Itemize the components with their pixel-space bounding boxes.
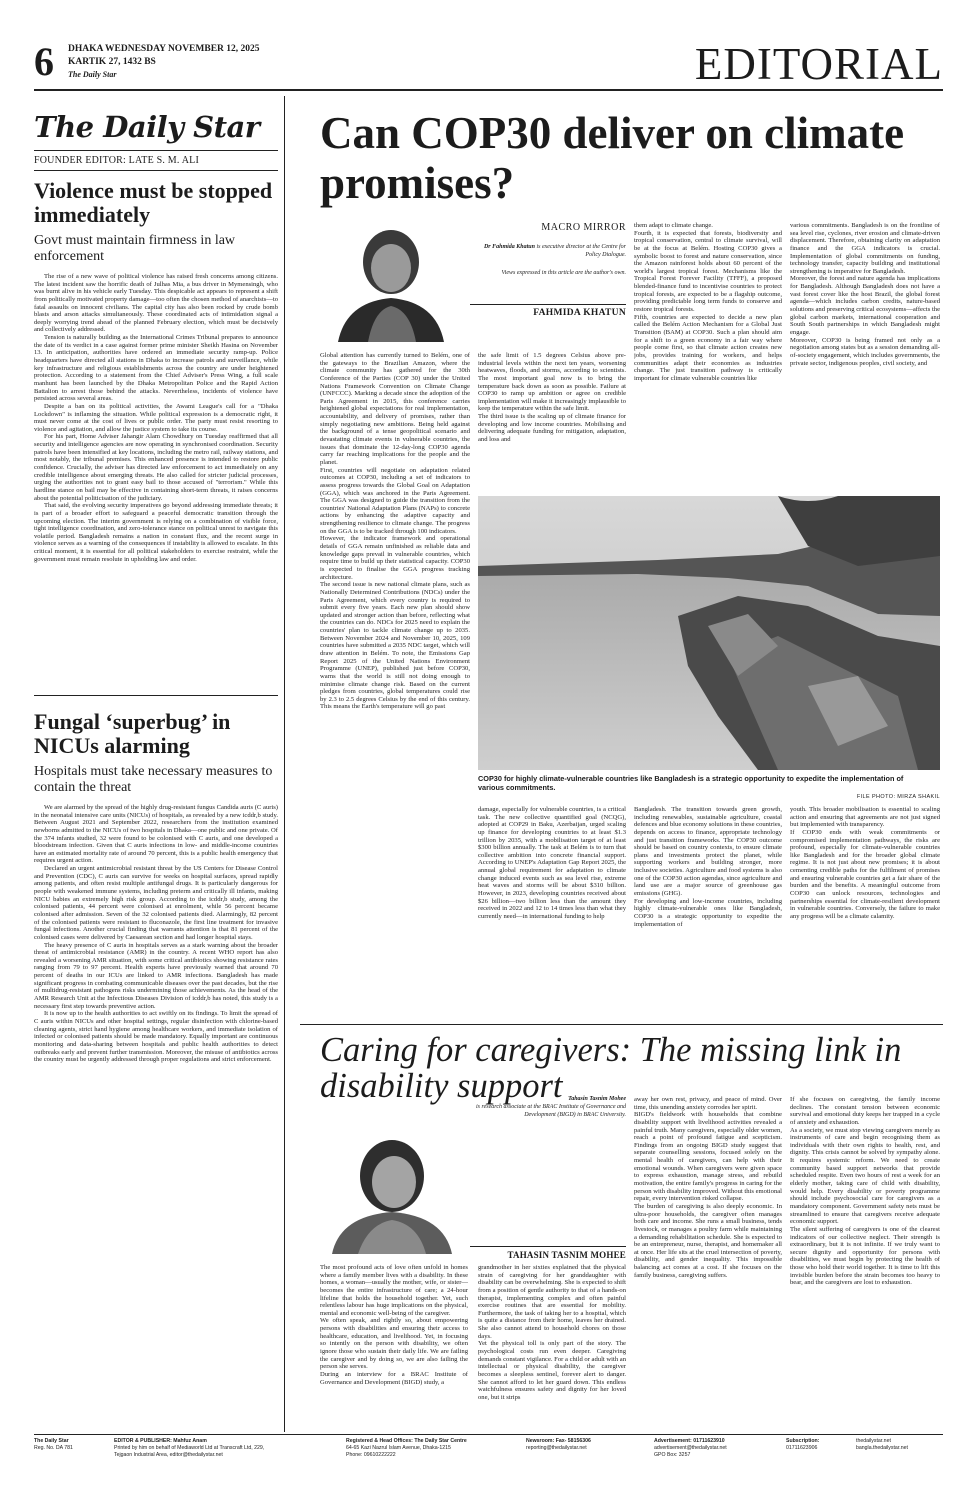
byline-rule-1 bbox=[470, 304, 626, 305]
footer-cell bbox=[114, 1438, 334, 1458]
section-title: EDITORIAL bbox=[694, 39, 943, 89]
article-divider bbox=[300, 1024, 943, 1025]
article-1-col-1: Global attention has currently turned to Belém, one of the gateways to the Brazilian Amazon, where the climate community has gathered for the 30th Conference of the Parties (COP 30) under the United Nations Framework Convention on Climate Change (UNFCCC). Marking a decade since the adoption of the Paris Agreement in 2015, this conference carries heightened global expectations for real implementation, accountability, and delivery of promises, rather than simply negotiating new ambitions. Being held against the background of a tense geopolitical scenario and devastating climate events in vulnerable countries, the issues that dominate the 12-day-long COP30 agenda carry far reaching implications for the people and the planet. First, countries will negotiate on adaptation related outcomes at COP30, including a set of indicators to assess progress towards the Global Goal on Adaptation (GGA), which was anchored in the Paris Agreement. The GGA was designed to guide the transition from the countries' National Adaptation Plans (NAPs) to concrete actions by enhancing the adaptive capacity and strengthening resilience to climate change. The progress on the GGA is to be tracked through 100 indicators. However, the indicator framework and operational details of GGA remain unfinished as reliable data and knowledge gaps prevail in vulnerable countries, which require time to build up their statistical capacity. COP30 is expected to finalise the GGA progress tracking architecture. The second issue is new national climate plans, such as Nationally Determined Contributions (NDCs) under the Paris Agreement, which every country is required to submit every five years. Each new plan should show updated and stronger action than before, reflecting what the countries can do. NDCs for 2025 need to explain the countries' plan to tackle climate change up to 2035. Between November 2024 and November 10, 2025, 109 countries have submitted a 2035 NDC target, which will draw attention in Belém. To note, the Emissions Gap Report 2025 of the United Nations Environment Programme (UNEP), published just before COP30, warns that the world is still not doing enough to minimise climate change risk. Based on the current pledges from countries, global temperatures could rise by 2.3 to 2.5 degrees Celsius by the end of this century. This means the Earth's temperature will go past bbox=[320, 352, 470, 711]
article-2-col-3: away her own rest, privacy, and peace of mind. Over time, this unending anxiety corrodes her spirit. BIGD's fieldwork with households that combine disability support with livelihood activities revealed a painful truth. Many caregivers, especially older women, reach a point of profound fatigue and scepticism. Findings from an ongoing BIGD study suggest that separate counselling sessions, focused solely on the mental health of caregivers, can help with their emotional wounds. When caregivers were given space to express exhaustion, manage stress, and rebuild motivation, the entire family's progress in caring for the person with disability improved. Without this emotional repair, every intervention risked collapse. The burden of caregiving is also deeply economic. In ultra-poor households, the caregiver often manages both care and income. She runs a small business, tends livestock, or manages a poultry farm while maintaining a demanding rehabilitation schedule. She is expected to be an entrepreneur, nurse, therapist, and homemaker all at once. Her life sits at the cruel intersection of poverty, disability, and gender inequality. This impossible balancing act comes at a cost. If she focuses on the family business, caregiving suffers. bbox=[634, 1096, 782, 1279]
footer-website-bangla[interactable]: bangla.thedailystar.net bbox=[856, 1444, 908, 1451]
bengali-date: KARTIK 27, 1432 BS bbox=[68, 57, 156, 67]
article-1-col-3-top: them adapt to climate change. Fourth, it is expected that forests, biodiversity and tropical conservation, central to climate survival, will be at the focus at Belém. Hosting COP30 gives a symbolic boost to forest and nature conservation, since the Amazon rainforest holds about 60 percent of the world's largest tropical forest. Mechanisms like the Tropical Forest Forever Facility (TFFF), a proposed blended-finance fund to incentivise countries to protect tropical forests, are expected to be a flagship outcome, providing predictable long term funds to conserve and restore tropical forests. Fifth, countries are expected to decide a new plan called the Belém Action Mechanism for a Global Just Transition (BAM) at COP30. Such a plan should aim for a shift to a green economy in a fair way where people come first, so that climate action creates new jobs, provides training for workers, and helps communities adapt their economies as industries change. The just transition pathway is critically important for climate vulnerable countries like bbox=[634, 222, 782, 382]
founder-rule bbox=[34, 170, 278, 171]
byline-rule-2 bbox=[470, 1246, 626, 1247]
footer-advertisement: Advertisement: 01711623910 bbox=[654, 1438, 725, 1444]
editorial-1-subtitle: Govt must maintain firmness in law enforcement bbox=[34, 233, 236, 264]
author-name: Tahasin Tasnim Mohee bbox=[568, 1096, 626, 1102]
author-name: Dr Fahmida Khatun bbox=[483, 244, 535, 250]
left-column bbox=[34, 96, 278, 1304]
column-name: MACRO MIRROR bbox=[541, 222, 626, 233]
footer-rule bbox=[34, 1434, 943, 1435]
footer-website[interactable]: thedailystar.net bbox=[856, 1438, 891, 1444]
founder-line: FOUNDER EDITOR: LATE S. M. ALI bbox=[34, 155, 199, 166]
author-photo-2 bbox=[318, 1124, 463, 1254]
article-1-col-2-bottom: damage, especially for vulnerable countries, is a critical task. The new collective quantified goal (NCQG), adopted at COP29 in Baku, Azerbaijan, urged scaling up finance for developing countries to at least $1.3 trillion by 2035, with a mobilisation target of at least $300 billion annually. The task at Belém is to turn that collective ambition into concrete financial support. According to UNEP's Adaptation Gap Report 2025, the annual global requirement for adaptation to climate change induced events such as sea level rise, extreme heat waves and storms will be about $310 billion. However, in 2023, developing countries received about $26 billion—two billion less than the amount they received in 2022 and 12 to 14 times less than what they currently need—in international funding to help bbox=[478, 806, 626, 920]
editorial-2-body bbox=[34, 804, 278, 1304]
footer-cell bbox=[34, 1438, 104, 1452]
article-2-col-1: The most profound acts of love often unfold in homes where a family member lives with a disability. In these homes, a woman—usually the mother, wife, or sister—becomes the entire infrastructure of care; a 24-hour lifeline that holds the household together. Yet, such relentless labour has huge implications on the physical, mental and economic well-being of the caregiver. We often speak, and rightly so, about empowering persons with disabilities and ensuring their access to healthcare, education, and livelihood. Yet, in focusing so intently on the person with disability, we often ignore those who sustain their daily life. We are failing the caregiver and by doing so, we are also failing the person she serves. During an interview for a BRAC Institute of Governance and Development (BIGD) study, a bbox=[320, 1264, 468, 1386]
page-number: 6 bbox=[34, 39, 54, 84]
paper-name-small: The Daily Star bbox=[68, 70, 117, 79]
footer-address: Tejgaon Industrial Area, editor@thedailystar.net bbox=[114, 1451, 223, 1458]
article-1-photo bbox=[478, 496, 940, 770]
masthead-rule bbox=[34, 150, 278, 151]
article-2-title: Caring for caregivers: The missing link in disability support bbox=[320, 1031, 902, 1105]
byline-2: TAHASIN TASNIM MOHEE bbox=[507, 1250, 626, 1260]
author-bio-2 bbox=[468, 1096, 626, 1119]
footer-newsroom-email[interactable]: reporting@thedailystar.net bbox=[526, 1444, 587, 1451]
footer-phone: Phone: 09610222222 bbox=[346, 1451, 396, 1458]
paragraph: For his part, Home Adviser Jahangir Alam Chowdhury on Tuesday reaffirmed that all security and intelligence agencies are now operating in synchronised coordination. Security patrols have been intensified at key locations, including the metro rail, railway stations, and most notably, the tribunal premises. This enhanced presence is intended to restore public confidence. Crucially, the adviser has directed law enforcement to act immediately on any credible intelligence about emerging threats. He also called for stricter judicial processes, urging the authorities not to grant easy bail to those accused of "terrorism." While this hardline stance on bail may be effective in containing short-term threats, it raises concerns about the potential politicisation of the judiciary. bbox=[34, 433, 278, 502]
footer-office-address: 64-65 Kazi Nazrul Islam Avenue, Dhaka-1215 bbox=[346, 1444, 451, 1451]
article-2-col-2: grandmother in her sixties explained that the physical strain of caregiving for her granddaughter with disability can be overwhelming. She is expected to shift from a position of gentle authority to that of a hands-on therapist, implementing complex and often painful exercise routines that are essential for mobility. Furthermore, the task of taking her to a hospital, which is quite a distance from their home, leaves her drained. She also cannot attend to household chores on those days. Yet the physical toll is only part of the story. The psychological costs run even deeper. Caregiving demands constant vigilance. For a child or adult with an intellectual or physical disability, the caregiver becomes a sleepless sentinel, forever alert to danger. She cannot afford to let her guard down. This endless watchfulness ensures safety and dignity for her loved one, but it strips bbox=[478, 1264, 626, 1401]
column-divider bbox=[284, 96, 285, 1432]
photo-credit: FILE PHOTO: MIRZA SHAKIL bbox=[856, 794, 940, 800]
paragraph: Despite a ban on its political activities, the Awami League's call for a "Dhaka Lockdown" is inflaming the situation. While political expression is a democratic right, it must never come at the cost of lives or public order. The party must resist resorting to violence and agitation, and allow the justice system to take its course. bbox=[34, 402, 278, 433]
paragraph: The heavy presence of C auris in hospitals serves as a stark warning about the broader threat of antimicrobial resistance (AMR) in the country. A recent WHO report has also revealed a worsening AMR situation, with some critical antibiotics showing resistance rates ranging from 79 to 97 percent. Health experts have previously warned that around 70 percent of deaths in our ICUs are linked to AMR infections. Bangladesh has made significant progress in combating communicable diseases over the past decades, but the rise of multidrug-resistant pathogens risks undermining those achievements. As the head of the AMR Research Unit at the Infectious Diseases Division of icddr,b has noted, this study is a necessary first step towards preventive action. bbox=[34, 941, 278, 1010]
footer-editor: EDITOR & PUBLISHER: Mahfuz Anam bbox=[114, 1438, 207, 1444]
dateline: DHAKA WEDNESDAY NOVEMBER 12, 2025 bbox=[68, 44, 260, 54]
editorial-2-title: Fungal ‘superbug’ in NICUs alarming bbox=[34, 709, 231, 758]
photo-caption: COP30 for highly climate-vulnerable countries like Bangladesh is a strategic opportunity to expedite the implementation of various commitments. bbox=[478, 774, 904, 793]
paragraph: Declared an urgent antimicrobial resistant threat by the US Centers for Disease Control and Prevention (CDC), C auris can survive for weeks on hospital surfaces, spread rapidly among patients, and often resist multiple antifungal drugs. It is particularly dangerous for people with weakened immune systems, including preterm and critically ill infants, making NICU babies an extremely high risk group. According to the icddr,b study, among the colonised patients, 44 percent were colonised at enrolment, while 56 percent became colonised after admission. Seven of the 32 colonised patients died. Alarmingly, 82 percent of the colonised patients were resistant to fluconazole, the first line treatment for invasive fungal infections. Another crucial finding that warrants attention is that 81 percent of the colonised cases were delivered by Caesarean section and had longer hospital stays. bbox=[34, 865, 278, 941]
footer-gpo: GPO Box: 3257 bbox=[654, 1451, 691, 1458]
footer-cell bbox=[856, 1438, 943, 1452]
footer-paper: The Daily Star bbox=[34, 1438, 69, 1444]
header-rule bbox=[34, 89, 943, 91]
paragraph: We are alarmed by the spread of the highly drug-resistant fungus Candida auris (C auris) in the neonatal intensive care units (NICUs) of hospitals, as revealed by a new icddr,b study. Between August 2021 and September 2022, researchers from the institution examined newborns admitted to the NICUs of two hospitals in Dhaka—one public and one private. Of the 374 infants studied, 32 were found to be colonised with C auris, and one developed a bloodstream infection. Given that C auris infections in low- and middle-income countries have an estimated mortality rate of around 70 percent, this is a public health emergency that requires urgent action. bbox=[34, 804, 278, 865]
author-bio-text: is research associate at the BRAC Institute of Governance and Development (BIGD) in BRAC University. bbox=[475, 1103, 626, 1118]
footer-cell bbox=[346, 1438, 506, 1458]
footer-reg: Reg. No. DA 781 bbox=[34, 1444, 73, 1451]
byline-1: FAHMIDA KHATUN bbox=[533, 308, 626, 318]
paragraph: Tension is naturally building as the International Crimes Tribunal prepares to announce the date of its verdict in a case against former prime minister Sheikh Hasina on November 13. In anticipation, authorities have ordered an immediate security ramp-up. Police headquarters have directed all stations in Dhaka to increase patrols and surveillance, while key infrastructure and religious establishments across the country are under heightened protection. According to a statement from the Chief Adviser's Press Wing, a full scale manhunt has been launched by the Dhaka Metropolitan Police and the Rapid Action Battalion to arrest those behind the attacks. Nevertheless, incidents of violence have persisted across several areas. bbox=[34, 334, 278, 403]
views-note: Views expressed in this article are the author's own. bbox=[501, 270, 626, 276]
footer-cell bbox=[654, 1438, 774, 1458]
editorial-1-title: Violence must be stopped immediately bbox=[34, 178, 273, 227]
article-1-col-4-top: various commitments. Bangladesh is on the frontline of sea level rise, cyclones, river erosion and climate-driven displacement. Therefore, obtaining clarity on adaptation finance and the GGA indicators is crucial. Implementation of global commitments on funding, technology transfer, capacity building and institutional strengthening is imperative for Bangladesh. Moreover, the forest and nature agenda has implications for Bangladesh. Although Bangladesh does not have a vast forest cover like the host Brazil, the global forest agenda—which includes carbon credits, nature-based solutions and preserving critical ecosystems—affects the global carbon markets, international cooperation and South South partnerships in which Bangladesh might engage. Moreover, COP30 is being framed not only as a negotiation among states but as a session demanding all-of-society engagement, which includes governments, the private sector, indigenous peoples, civil society, and bbox=[790, 222, 940, 367]
article-2-col-4: If she focuses on caregiving, the family income declines. The constant tension between economic survival and emotional duty keeps her trapped in a cycle of anxiety and exhaustion. As a society, we must stop viewing caregivers merely as instruments of care and begin recognising them as individuals with their own rights to health, rest, and dignity. This crisis cannot be solved by sympathy alone. It requires systemic reform. We need to create community based support networks that provide scheduled respite. Even two hours of rest a week for an elderly mother, taking care of child with disability, would help. Every disability or poverty programme should include psychosocial care for caregivers as a mandatory component. Government safety nets must be streamlined to ensure that caregivers receive adequate economic support. The silent suffering of caregivers is one of the clearest indicators of our collective neglect. Their strength is extraordinary, but it is not infinite. If we truly want to secure dignity and opportunity for persons with disabilities, we must begin by protecting the health of those who hold their world together. It is time to lift this invisible burden before the strain becomes too heavy to bear, and the caregivers are lost to exhaustion. bbox=[790, 1096, 940, 1287]
footer-subscription-phone: 01711623906 bbox=[786, 1444, 818, 1451]
editorial-1-body bbox=[34, 273, 278, 685]
article-1-title: Can COP30 deliver on climate promises? bbox=[320, 108, 905, 208]
footer-printer: Printed by him on behalf of Mediaworld Ltd at Transcraft Ltd, 229, bbox=[114, 1444, 265, 1451]
author-photo-1 bbox=[326, 214, 456, 342]
article-1-col-2-top: the safe limit of 1.5 degrees Celsius above pre-industrial levels within the next ten years, worsening heatwaves, floods, and storms, according to scientists. The most important goal now is to bring the temperature back down as soon as possible. Failure at COP30 to ramp up ambition or agree on credible implementation will make it increasingly implausible to keep the temperature within the safe limit. The third issue is the scaling up of climate finance for developing and low income countries. Mobilising and delivering adequate funding for mitigation, adaptation, and loss and bbox=[478, 352, 626, 444]
footer-subscription: Subscription: bbox=[786, 1438, 820, 1444]
author-bio-text: is executive director at the Centre for Policy Dialogue. bbox=[536, 244, 626, 258]
footer-cell bbox=[526, 1438, 636, 1452]
editorial-divider bbox=[34, 695, 278, 696]
footer-office: Registered & Head Offices: The Daily Star Centre bbox=[346, 1438, 467, 1444]
paragraph: The rise of a new wave of political violence has raised fresh concerns among citizens. The latest incident saw the horrific death of Julhas Mia, a bus driver in Mymensingh, who was burnt alive in his vehicle early Tuesday. This despicable act appears to represent a shift from politically motivated property damage—too often the chosen method of anarchists—to fatal assaults on innocent civilians. The capital city has also been rocked by crude bomb blasts and arson attacks simultaneously. These coordinated acts of intimidation signal a deeply worrying trend ahead of the planned February election, which must be decisively and collectively addressed. bbox=[34, 273, 278, 334]
footer bbox=[34, 1438, 943, 1460]
footer-ad-email[interactable]: advertisement@thedailystar.net bbox=[654, 1444, 727, 1451]
masthead-logo: The Daily Star bbox=[34, 110, 260, 144]
article-1-col-3-bottom: Bangladesh. The transition towards green growth, including renewables, sustainable agriculture, coastal defences and blue economy solutions in these countries, depends on access to finance, appropriate technology and just transition frameworks. The COP30 outcome should be based on country contexts, to ensure climate plans and investments protect the planet, while supporting workers and building stronger, more inclusive societies. Agriculture and food systems is also one of the COP30 action agendas, since agriculture and land use are a major source of greenhouse gas emissions (GHG). For developing and low-income countries, including highly climate-vulnerable ones like Bangladesh, COP30 is a strategic opportunity to expedite the implementation of bbox=[634, 806, 782, 928]
footer-newsroom: Newsroom: Fax- 58156306 bbox=[526, 1438, 591, 1444]
article-1-col-4-bottom: youth. This broader mobilisation is essential to scaling action and ensuring that agreements are not just signed but implemented with transparency. If COP30 ends with weak commitments or compromised implementation pathways, the risks are profound, especially for climate-vulnerable countries like Bangladesh and for the broader global climate regime. It is not just about new promises; it is about cementing credible paths for the fulfilment of promises and ensuring vulnerable countries get a fair share of the burden and the benefits. A meaningful outcome from COP30 can unlock resources, technologies and partnerships essential for climate-resilient development in vulnerable countries. Conversely, the failure to make any progress will be a climate calamity. bbox=[790, 806, 940, 920]
editorial-2-subtitle: Hospitals must take necessary measures to contain the threat bbox=[34, 764, 273, 795]
footer-cell bbox=[786, 1438, 846, 1452]
paragraph: It is now up to the health authorities to act swiftly on its findings. To limit the spread of C auris within NICUs and other hospital settings, regular disinfection with chlorine-based cleaning agents, strict hand hygiene among healthcare workers, and immediate isolation of infected or colonised patients should be made mandatory. Equally important are continuous monitoring and data-sharing between hospitals and public health authorities to detect outbreaks early and prevent further transmission. Moreover, the misuse of antibiotics across the country must be urgently addressed through proper regulations and strict enforcement. bbox=[34, 1010, 278, 1064]
paragraph: That said, the evolving security imperatives go beyond addressing immediate threats; it is part of a broader effort to safeguard a peaceful democratic transition through the upcoming election. The interim government is relying on a combination of visible force, tight intelligence coordination, and zero-tolerance stance on political unrest to navigate this volatile period. Bangladesh remains a nation in constant flux, and the recent surge in violence serves as a warning of the consequences if instability is allowed to escalate. In this critical moment, it is essential for all political stakeholders to exercise restraint, while the government must remain resolute in upholding law and order. bbox=[34, 502, 278, 563]
author-bio-1 bbox=[468, 244, 626, 260]
